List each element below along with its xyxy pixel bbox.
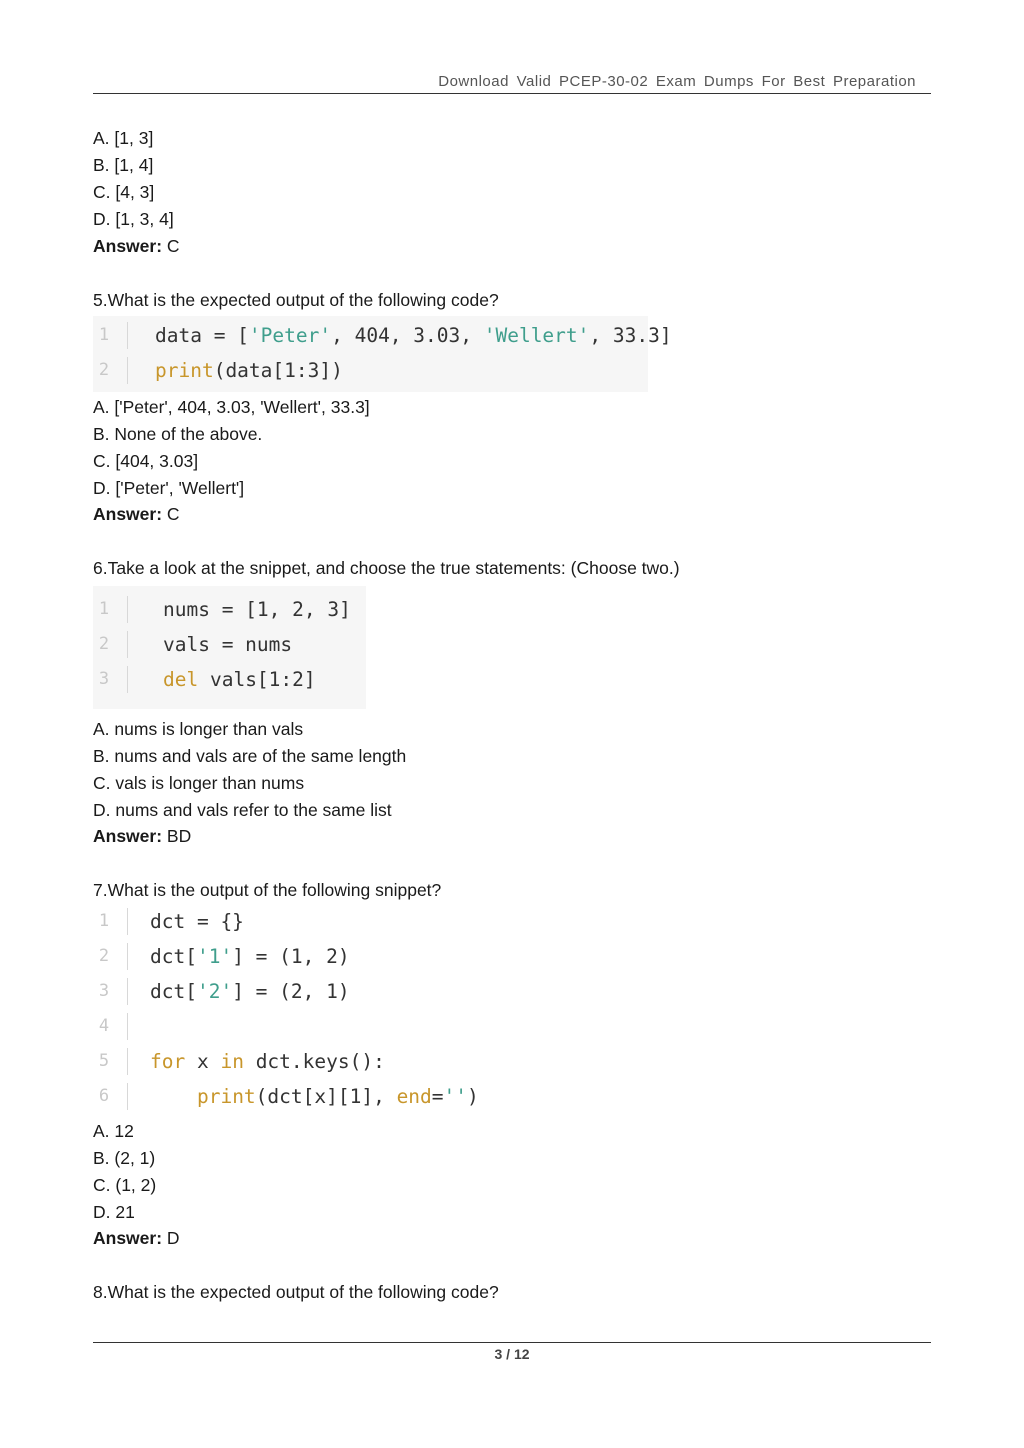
code-line [93,1009,493,1044]
q4-option-c: C. [4, 3] [93,182,155,202]
line-number: 4 [98,1016,110,1036]
q6-option-b: B. nums and vals are of the same length [93,746,407,766]
code-line [93,627,366,662]
q5-answer [93,503,180,525]
answer-label: Answer: [93,504,163,524]
code-text: dct['1'] = (1, 2) [150,945,350,968]
q5-option-b: B. None of the above. [93,424,263,444]
q4-option-b: B. [1, 4] [93,155,154,175]
code-line [93,1079,493,1114]
code-text: data = ['Peter', 404, 3.03, 'Wellert', 33.3] [155,324,672,347]
line-number: 2 [98,946,110,966]
code-text: nums = [1, 2, 3] [163,598,351,621]
answer-value: BD [162,826,192,846]
gutter-divider [127,357,128,384]
q4-option-a: A. [1, 3] [93,128,154,148]
code-line [93,1044,493,1079]
line-number: 1 [98,911,110,931]
gutter-divider [127,322,128,349]
line-number: 2 [98,360,110,380]
page-number: 3 / 12 [494,1346,530,1362]
q5-option-c: C. [404, 3.03] [93,451,199,471]
q6-option-c: C. vals is longer than nums [93,773,305,793]
answer-value: D [162,1228,180,1248]
code-text: vals = nums [163,633,293,656]
q5-option-a: A. ['Peter', 404, 3.03, 'Wellert', 33.3] [93,397,370,417]
gutter-divider [127,631,128,658]
code-text: dct = {} [150,910,244,933]
q7-answer [93,1227,180,1249]
code-line [93,592,366,627]
answer-value: C [162,236,180,256]
gutter-divider [127,943,128,970]
gutter-divider [127,908,128,935]
code-text: print(data[1:3]) [155,359,343,382]
gutter-divider [127,596,128,623]
q6-question: 6.Take a look at the snippet, and choose the true statements: (Choose two.) [93,558,680,578]
line-number: 5 [98,1051,110,1071]
answer-value: C [162,504,180,524]
answer-label: Answer: [93,826,163,846]
gutter-divider [127,1083,128,1110]
header-divider [93,93,931,94]
q4-option-d: D. [1, 3, 4] [93,209,174,229]
q5-question: 5.What is the expected output of the following code? [93,290,499,310]
gutter-divider [127,1013,128,1040]
answer-label: Answer: [93,1228,163,1248]
code-line [93,353,648,388]
q4-answer [93,235,180,257]
code-line [93,939,493,974]
line-number: 3 [98,669,110,689]
q6-option-a: A. nums is longer than vals [93,719,304,739]
q6-code-block [93,586,366,709]
code-line [93,318,672,353]
line-number: 1 [98,325,110,345]
code-line [93,662,366,697]
code-text: del vals[1:2] [163,668,316,691]
code-text: for x in dct.keys(): [150,1050,385,1073]
line-number: 3 [98,981,110,1001]
gutter-divider [127,1048,128,1075]
q5-option-d: D. ['Peter', 'Wellert'] [93,478,245,498]
line-number: 1 [98,599,110,619]
code-line [93,904,493,939]
q7-option-b: B. (2, 1) [93,1148,156,1168]
code-text: dct['2'] = (2, 1) [150,980,350,1003]
gutter-divider [127,978,128,1005]
q5-code-block [93,316,672,392]
page-header: Download Valid PCEP-30-02 Exam Dumps For Best Preparation [438,73,916,90]
q7-option-d: D. 21 [93,1202,135,1222]
q7-code-block [93,904,493,1116]
q7-option-c: C. (1, 2) [93,1175,157,1195]
code-line [93,974,493,1009]
footer-divider [93,1342,931,1343]
q7-question: 7.What is the output of the following snippet? [93,880,442,900]
q6-option-d: D. nums and vals refer to the same list [93,800,392,820]
q6-answer [93,825,191,847]
line-number: 2 [98,634,110,654]
answer-label: Answer: [93,236,163,256]
q8-question: 8.What is the expected output of the following code? [93,1282,499,1302]
q7-option-a: A. 12 [93,1121,134,1141]
code-text: print(dct[x][1], end='') [196,1085,479,1108]
gutter-divider [127,666,128,693]
line-number: 6 [98,1086,110,1106]
